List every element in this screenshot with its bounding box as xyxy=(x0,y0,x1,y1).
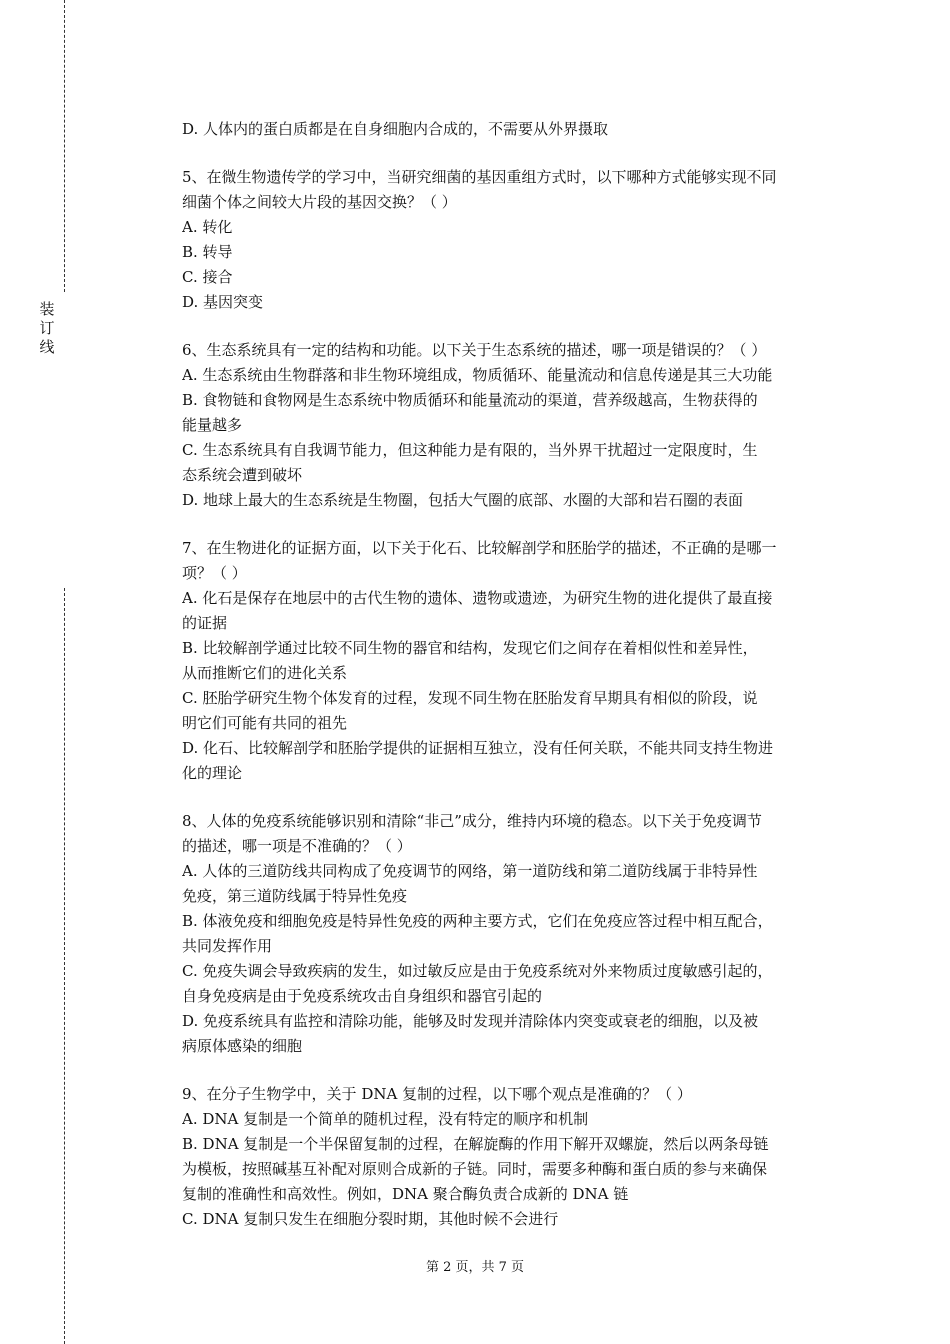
option-a: A. 生态系统由生物群落和非生物环境组成，物质循环、能量流动和信息传递是其三大功能 xyxy=(182,366,773,384)
question-stem: 细菌个体之间较大片段的基因交换？（ ） xyxy=(182,193,457,211)
exam-content xyxy=(182,117,842,1232)
option-a: 免疫，第三道防线属于特异性免疫 xyxy=(182,887,408,905)
option-c: C. DNA 复制只发生在细胞分裂时期，其他时候不会进行 xyxy=(182,1210,559,1228)
option-a: 的证据 xyxy=(182,614,228,632)
binding-char: 订 xyxy=(39,319,55,337)
binding-line-label xyxy=(37,300,57,357)
option-c: C. 生态系统具有自我调节能力，但这种能力是有限的，当外界干扰超过一定限度时，生 xyxy=(182,441,758,459)
option-c: 明它们可能有共同的祖先 xyxy=(182,714,348,732)
option-a: A. 转化 xyxy=(182,218,233,236)
option-a: A. DNA 复制是一个简单的随机过程，没有特定的顺序和机制 xyxy=(182,1110,589,1128)
option-c: 自身免疫病是由于免疫系统攻击自身组织和器官引起的 xyxy=(182,987,543,1005)
option-b: 能量越多 xyxy=(182,416,243,434)
question-stem: 9、在分子生物学中，关于 DNA 复制的过程，以下哪个观点是准确的？（ ） xyxy=(182,1085,692,1103)
option-c: C. 胚胎学研究生物个体发育的过程，发现不同生物在胚胎发育早期具有相似的阶段，说 xyxy=(182,689,758,707)
binding-dashed-line-bottom xyxy=(64,588,65,1344)
option-d: 化的理论 xyxy=(182,764,243,782)
option-c: 态系统会遭到破坏 xyxy=(182,466,303,484)
option-d: D. 地球上最大的生态系统是生物圈，包括大气圈的底部、水圈的大部和岩石圈的表面 xyxy=(182,491,744,509)
option-b: B. DNA 复制是一个半保留复制的过程，在解旋酶的作用下解开双螺旋，然后以两条母链 xyxy=(182,1135,769,1153)
option-b: B. 比较解剖学通过比较不同生物的器官和结构，发现它们之间存在着相似性和差异性， xyxy=(182,639,758,657)
option-b: 从而推断它们的进化关系 xyxy=(182,664,348,682)
question-8 xyxy=(182,809,842,1059)
question-9 xyxy=(182,1082,842,1232)
option-d: D. 化石、比较解剖学和胚胎学提供的证据相互独立，没有任何关联，不能共同支持生物进 xyxy=(182,739,774,757)
option-b: B. 食物链和食物网是生态系统中物质循环和能量流动的渠道，营养级越高，生物获得的 xyxy=(182,391,758,409)
binding-char: 线 xyxy=(39,338,55,356)
option-a: A. 人体的三道防线共同构成了免疫调节的网络，第一道防线和第二道防线属于非特异性 xyxy=(182,862,758,880)
question-stem: 5、在微生物遗传学的学习中，当研究细菌的基因重组方式时，以下哪种方式能够实现不同 xyxy=(182,168,777,186)
question-stem: 项？（ ） xyxy=(182,564,247,582)
option-d: 病原体感染的细胞 xyxy=(182,1037,303,1055)
question-4-option-d: D. 人体内的蛋白质都是在自身细胞内合成的，不需要从外界摄取 xyxy=(182,120,609,138)
option-b: B. 转导 xyxy=(182,243,233,261)
question-5 xyxy=(182,165,842,315)
option-b: 共同发挥作用 xyxy=(182,937,273,955)
option-c: C. 接合 xyxy=(182,268,233,286)
binding-char: 装 xyxy=(39,300,55,318)
page-number: 第 2 页，共 7 页 xyxy=(425,1260,525,1275)
option-b: 复制的准确性和高效性。例如，DNA 聚合酶负责合成新的 DNA 链 xyxy=(182,1185,629,1203)
option-a: A. 化石是保存在地层中的古代生物的遗体、遗物或遗迹，为研究生物的进化提供了最直接 xyxy=(182,589,773,607)
binding-dashed-line-top xyxy=(64,0,65,292)
question-stem: 的描述，哪一项是不准确的？（ ） xyxy=(182,837,412,855)
option-d: D. 基因突变 xyxy=(182,293,264,311)
option-c: C. 免疫失调会导致疾病的发生，如过敏反应是由于免疫系统对外来物质过度敏感引起的， xyxy=(182,962,773,980)
question-6 xyxy=(182,338,842,513)
question-7 xyxy=(182,536,842,786)
option-b: B. 体液免疫和细胞免疫是特异性免疫的两种主要方式，它们在免疫应答过程中相互配合， xyxy=(182,912,773,930)
option-b: 为模板，按照碱基互补配对原则合成新的子链。同时，需要多种酶和蛋白质的参与来确保 xyxy=(182,1160,768,1178)
question-stem: 8、人体的免疫系统能够识别和清除“非己”成分，维持内环境的稳态。以下关于免疫调节 xyxy=(182,812,762,830)
option-d: D. 免疫系统具有监控和清除功能，能够及时发现并清除体内突变或衰老的细胞，以及被 xyxy=(182,1012,759,1030)
question-stem: 6、生态系统具有一定的结构和功能。以下关于生态系统的描述，哪一项是错误的？（ ） xyxy=(182,341,767,359)
question-stem: 7、在生物进化的证据方面，以下关于化石、比较解剖学和胚胎学的描述，不正确的是哪一 xyxy=(182,539,777,557)
